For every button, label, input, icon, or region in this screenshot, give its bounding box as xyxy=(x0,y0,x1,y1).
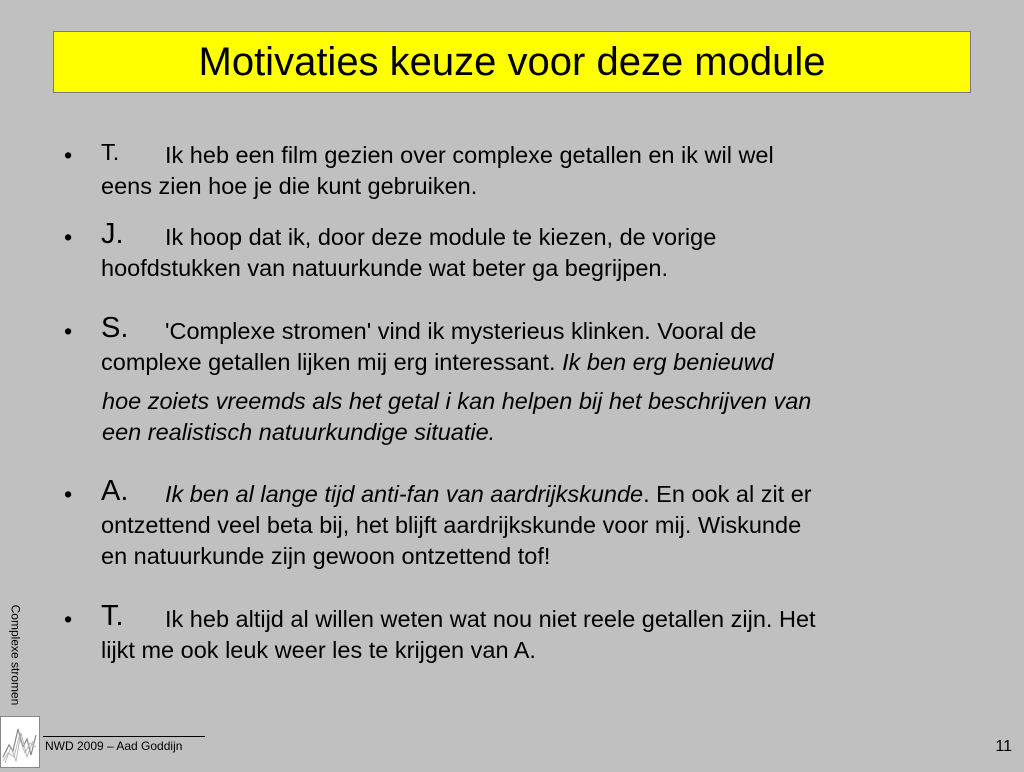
bullet-text-line: Ik heb altijd al willen weten wat nou niet reele getallen zijn. Het xyxy=(165,606,816,632)
bullet-text-line: Ik heb een film gezien over complexe getallen en ik wil wel xyxy=(165,142,774,168)
logo-graphic xyxy=(1,717,39,767)
bullet-name: T. xyxy=(101,600,124,632)
sidebar-label-text: Complexe stromen xyxy=(8,604,23,706)
bullet-dot: • xyxy=(64,606,73,632)
footer-text: NWD 2009 – Aad Goddijn xyxy=(45,739,183,753)
bullet-dot: • xyxy=(64,318,73,344)
bullet-text-italic: Ik ben al lange tijd anti-fan van aardrijkskunde xyxy=(165,481,644,507)
bullet-text-line xyxy=(165,479,812,509)
bullet-dot: • xyxy=(64,142,73,168)
bullet-dot: • xyxy=(64,481,73,507)
sidebar-vertical-label xyxy=(0,594,31,716)
bullet-text-plain: . En ook al zit er xyxy=(643,481,812,507)
bullet-text-line: hoofdstukken van natuurkunde wat beter ga begrijpen. xyxy=(101,255,669,281)
bullet-text-line-italic: hoe zoiets vreemds als het getal i kan helpen bij het beschrijven van xyxy=(102,388,812,414)
slide-title: Motivaties keuze voor deze module xyxy=(198,40,826,84)
bullet-text-italic: Ik ben erg benieuwd xyxy=(562,349,774,375)
bullet-name: T. xyxy=(101,139,120,165)
bullet-text-line: lijkt me ook leuk weer les te krijgen van A. xyxy=(101,637,536,663)
bullet-name: S. xyxy=(101,312,129,344)
bullet-name: J. xyxy=(101,218,124,250)
bullet-text-line: Ik hoop dat ik, door deze module te kiezen, de vorige xyxy=(165,224,717,250)
bullet-text-line: 'Complexe stromen' vind ik mysterieus klinken. Vooral de xyxy=(165,318,757,344)
bullet-dot: • xyxy=(64,224,73,250)
bullet-text-line xyxy=(101,347,774,377)
bullet-text-line: eens zien hoe je die kunt gebruiken. xyxy=(101,173,478,199)
logo-image xyxy=(0,716,40,768)
footer-divider xyxy=(43,736,205,737)
bullet-text-line: en natuurkunde zijn gewoon ontzettend tof! xyxy=(101,543,551,569)
bullet-text-plain: complexe getallen lijken mij erg interessant. xyxy=(101,349,563,375)
page-number: 11 xyxy=(995,738,1012,755)
bullet-name: A. xyxy=(101,475,129,507)
bullet-text-line: ontzettend veel beta bij, het blijft aardrijkskunde voor mij. Wiskunde xyxy=(101,512,802,538)
slide-title-box xyxy=(53,31,971,93)
bullet-text-line-italic: een realistisch natuurkundige situatie. xyxy=(102,419,496,445)
